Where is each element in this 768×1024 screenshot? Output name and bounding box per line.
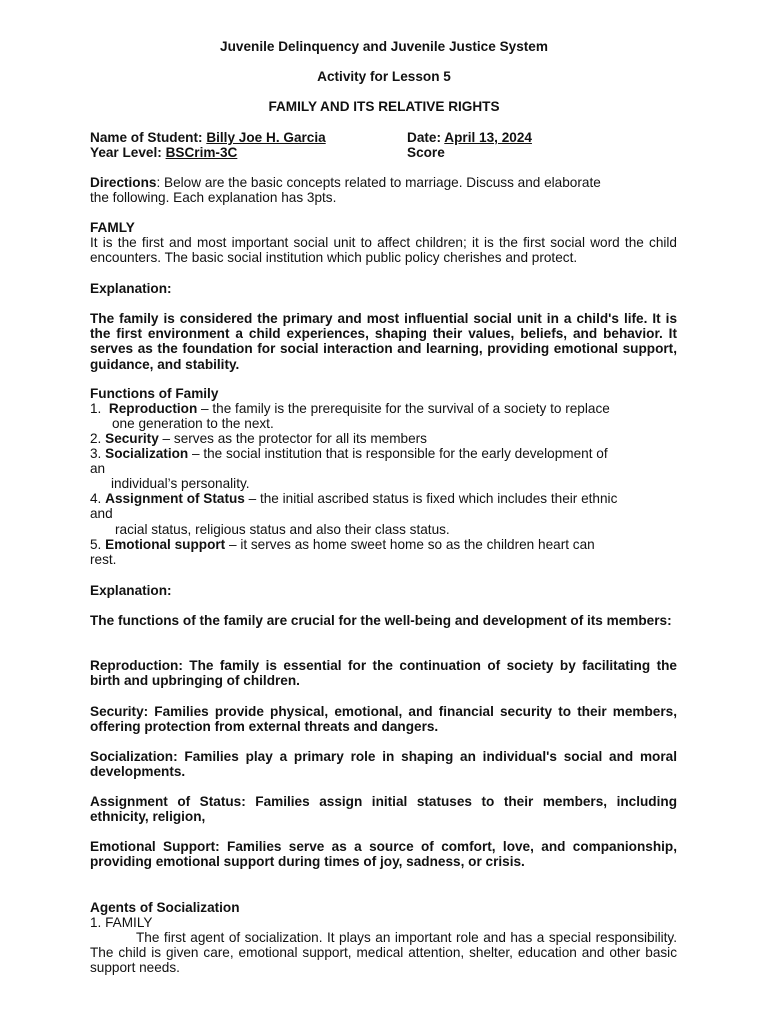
function-number: 5. xyxy=(90,537,102,552)
date-label: Date: xyxy=(407,130,441,145)
student-name-value: Billy Joe H. Garcia xyxy=(206,130,326,145)
agent-family-label: 1. FAMILY xyxy=(90,915,153,930)
agents-heading: Agents of Socialization xyxy=(90,900,240,915)
date-value: April 13, 2024 xyxy=(444,130,532,145)
function-term: Socialization xyxy=(105,446,189,461)
function-item-4 xyxy=(90,491,678,506)
year-level-value: BSCrim-3C xyxy=(165,145,238,160)
function-term: Security xyxy=(105,431,159,446)
function-desc: – the family is the prerequisite for the survival of a society to replace xyxy=(197,401,610,416)
function-item-5 xyxy=(90,537,678,552)
functions-explanation-label: Explanation: xyxy=(90,583,172,598)
functions-heading: Functions of Family xyxy=(90,386,219,401)
course-title: Juvenile Delinquency and Juvenile Justice System xyxy=(220,39,548,54)
function-number: 1. xyxy=(90,401,102,416)
function-item-4-wrap: and xyxy=(90,506,113,521)
directions-text-1: : Below are the basic concepts related to marriage. Discuss and elaborate xyxy=(156,175,601,190)
function-term: Reproduction xyxy=(108,401,198,416)
functions-explanation-intro: The functions of the family are crucial for the well-being and development of its members: xyxy=(90,613,672,628)
function-number: 3. xyxy=(90,446,102,461)
function-term: Assignment of Status xyxy=(105,491,245,506)
explanation-socialization: Socialization: Families play a primary role in shaping an individual's social and moral developments. xyxy=(90,749,677,780)
function-item-5-cont: rest. xyxy=(90,552,117,567)
directions-label: Directions xyxy=(90,175,157,190)
function-item-4-cont: racial status, religious status and also their class status. xyxy=(115,522,450,537)
explanation-emotional-support: Emotional Support: Families serve as a source of comfort, love, and companionship, providing emotional support during times of joy, sadness, or crisis. xyxy=(90,839,677,870)
function-item-3 xyxy=(90,446,678,461)
explanation-reproduction: Reproduction: The family is essential for the continuation of society by facilitating the birth and upbringing of children. xyxy=(90,658,677,689)
family-explanation-label: Explanation: xyxy=(90,281,172,296)
explanation-security: Security: Families provide physical, emotional, and financial security to their members, offering protection from external threats and dangers. xyxy=(90,704,677,735)
function-number: 2. xyxy=(90,431,102,446)
function-desc: – the social institution that is responsible for the early development of xyxy=(188,446,608,461)
score-label: Score xyxy=(407,145,445,160)
function-desc: – serves as the protector for all its members xyxy=(158,431,427,446)
family-heading: FAMLY xyxy=(90,220,135,235)
function-item-3-cont: individual’s personality. xyxy=(111,476,250,491)
document-title: FAMILY AND ITS RELATIVE RIGHTS xyxy=(268,99,500,114)
function-item-1 xyxy=(90,401,678,416)
activity-title: Activity for Lesson 5 xyxy=(317,69,451,84)
explanation-assignment-of-status: Assignment of Status: Families assign initial statuses to their members, including ethnicity, religion, xyxy=(90,794,677,825)
function-item-1-cont: one generation to the next. xyxy=(112,416,274,431)
family-definition: It is the first and most important social unit to affect children; it is the first social word the child encounters. The basic social institution which public policy cherishes and protect. xyxy=(90,235,677,266)
function-number: 4. xyxy=(90,491,102,506)
directions-line-2: the following. Each explanation has 3pts. xyxy=(90,190,337,205)
function-desc: – it serves as home sweet home so as the children heart can xyxy=(225,537,595,552)
student-name-label: Name of Student: xyxy=(90,130,203,145)
student-name-row xyxy=(90,130,326,145)
year-level-row xyxy=(90,145,237,160)
directions-line-1 xyxy=(90,175,678,190)
function-desc: – the initial ascribed status is fixed which includes their ethnic xyxy=(244,491,618,506)
year-level-label: Year Level: xyxy=(90,145,162,160)
family-explanation: The family is considered the primary and most influential social unit in a child's life. It is the first environment a child experiences, shaping their values, beliefs, and behavior. It serves as the foundation for social interaction and learning, providing emotional support, guidance, and stability. xyxy=(90,311,677,372)
function-item-2 xyxy=(90,431,678,446)
agent-family-text: The first agent of socialization. It plays an important role and has a special responsibility. The child is given care, emotional support, medical attention, shelter, education and other basic support needs. xyxy=(90,930,677,976)
date-row xyxy=(407,130,532,145)
function-item-3-wrap: an xyxy=(90,461,106,476)
function-term: Emotional support xyxy=(105,537,226,552)
